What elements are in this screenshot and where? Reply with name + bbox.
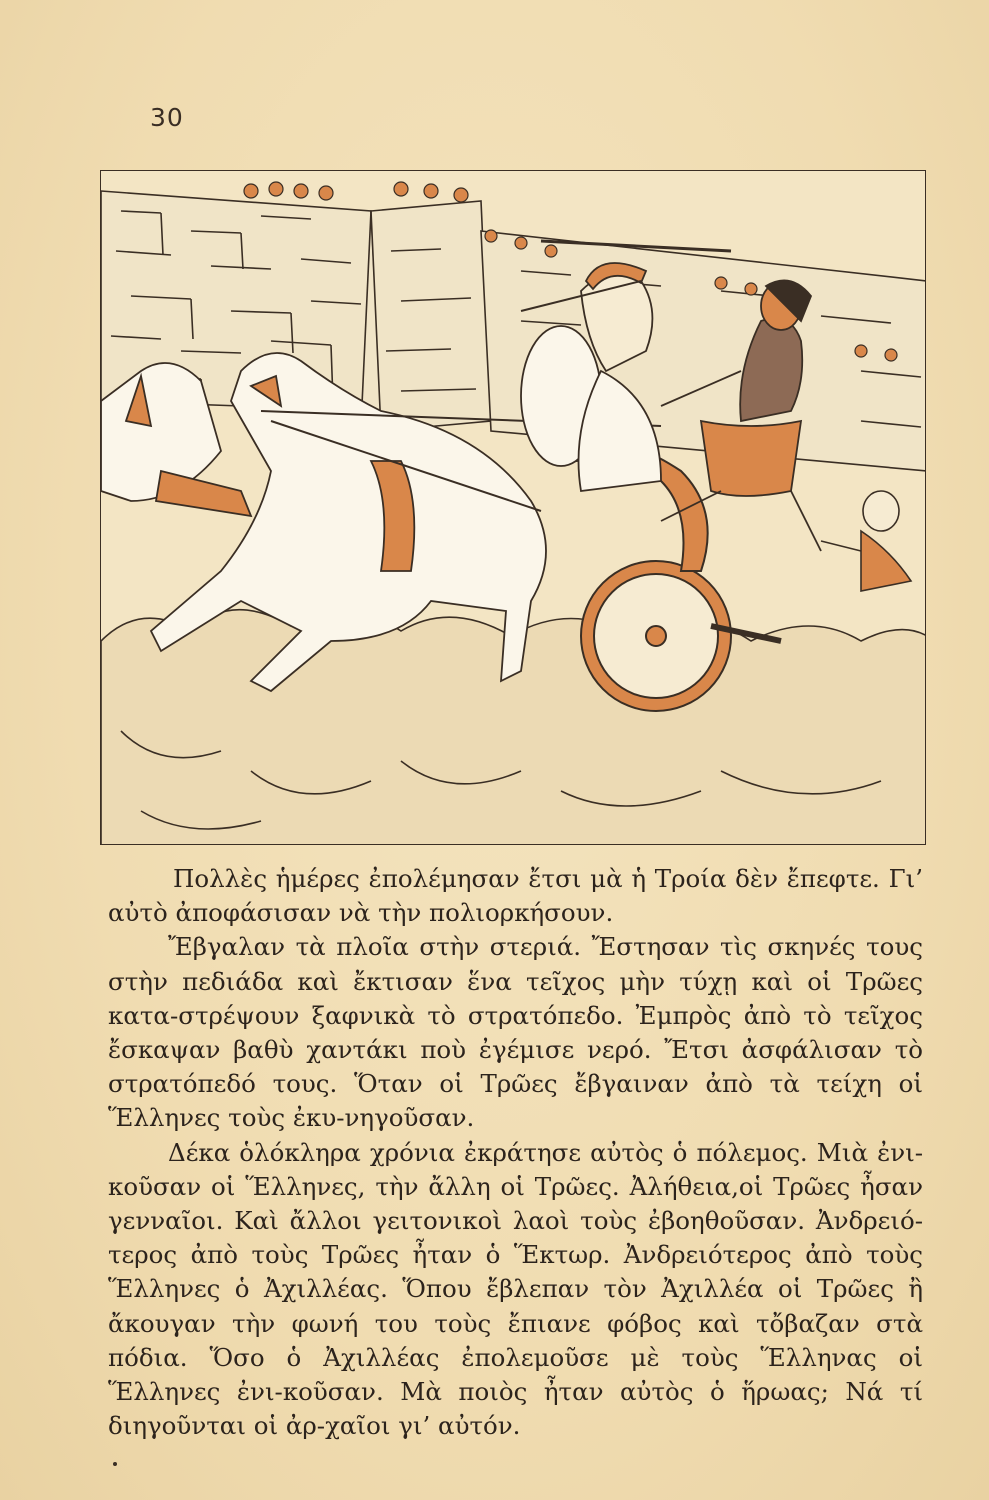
page-number: 30 (150, 103, 184, 132)
paragraph-3: Δέκα ὁλόκληρα χρόνια ἐκράτησε αὐτὸς ὁ πόλεμος. Μιὰ ἐνι-κοῦσαν οἱ Ἕλληνες, τὴν ἄλλη οἱ Τρῶες. Ἀλήθεια,οἱ Τρῶες ἦσαν γενναῖοι. Καὶ ἄλλοι γειτονικοὶ λαοὶ τοὺς ἐβοηθοῦσαν. Ἀνδρειό-τερος ἀπὸ τοὺς Τρῶες ἦταν ὁ Ἕκτωρ. Ἀνδρειότερος ἀπὸ τοὺς Ἕλληνες ὁ Ἀχιλλέας. Ὅπου ἔβλεπαν τὸν Ἀχιλλέα οἱ Τρῶες ἢ ἄκουγαν τὴν φωνή του τοὺς ἔπιανε φόβος καὶ τὄβαζαν στὰ πόδια. Ὅσο ὁ Ἀχιλλέας ἐπολεμοῦσε μὲ τοὺς Ἕλληνας οἱ Ἕλληνες ἐνι-κοῦσαν. Μὰ ποιὸς ἦταν αὐτὸς ὁ ἥρωας; Νά τί διηγοῦνται οἱ ἀρ-χαῖοι γι’ αὐτόν. (108, 1137, 923, 1441)
body-text (108, 862, 923, 1443)
chariot-battle-drawing (101, 171, 926, 845)
paragraph-2: Ἔβγαλαν τὰ πλοῖα στὴν στεριά. Ἔστησαν τὶς σκηνές τους στὴν πεδιάδα καὶ ἔκτισαν ἕνα τεῖχος μὴν τύχῃ καὶ οἱ Τρῶες κατα-στρέψουν ξαφνικὰ τὸ στρατόπεδο. Ἐμπρὸς ἀπὸ τὸ τεῖχος ἔσκαψαν βαθὺ χαντάκι ποὺ ἐγέμισε νερό. Ἔτσι ἀσφάλισαν τὸ στρατόπεδό τους. Ὅταν οἱ Τρῶες ἔβγαιναν ἀπὸ τὰ τείχη οἱ Ἕλληνες τοὺς ἐκυ-νηγοῦσαν. (108, 932, 923, 1133)
illustration-chariot-battle (100, 170, 926, 845)
city-tower (361, 201, 491, 431)
page-speck (113, 1462, 117, 1466)
paragraph-1: Πολλὲς ἡμέρες ἐπολέμησαν ἔτσι μὰ ἡ Τροία δὲν ἔπεφτε. Γι’ αὐτὸ ἀποφάσισαν νὰ τὴν πολιορκήσουν. (108, 864, 923, 928)
